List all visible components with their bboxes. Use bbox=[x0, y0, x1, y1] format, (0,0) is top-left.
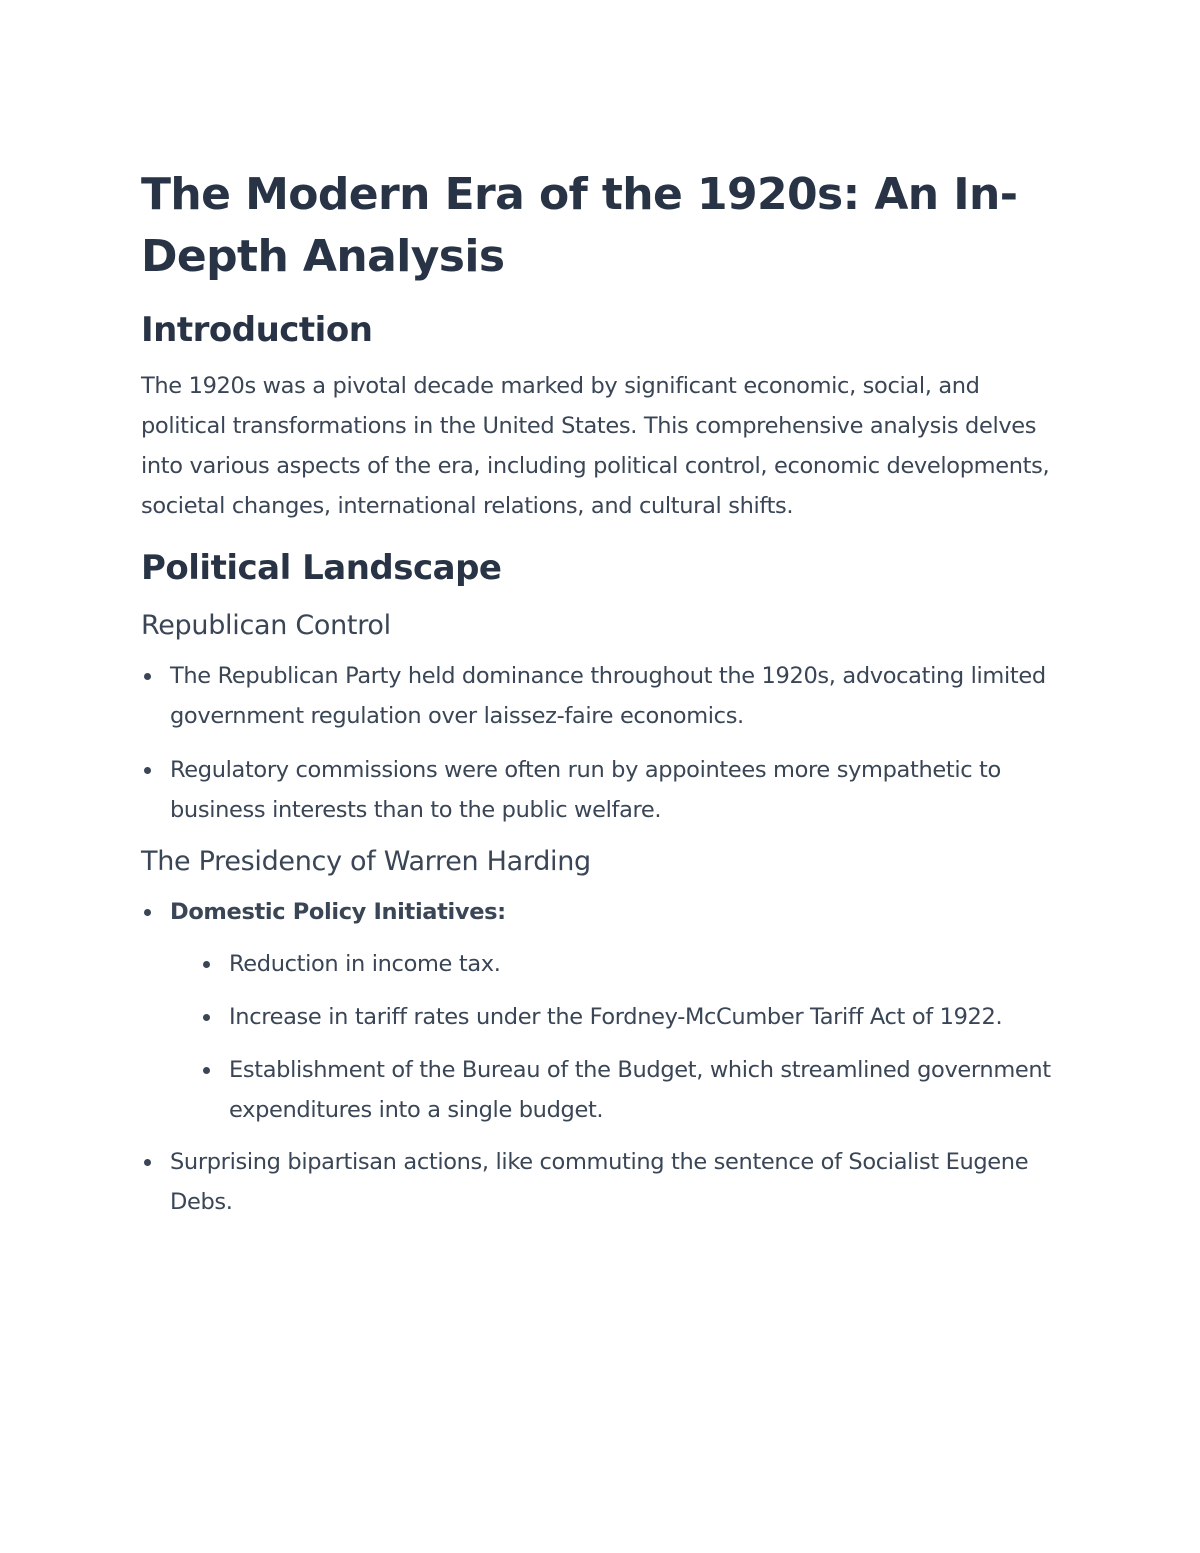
list-item bbox=[141, 892, 1061, 1130]
bullet-icon bbox=[203, 1014, 210, 1021]
list-item bbox=[141, 1142, 1061, 1222]
list-item-text: The Republican Party held dominance throughout the 1920s, advocating limited government regulation over laissez-faire economics. bbox=[170, 663, 1046, 729]
list-item bbox=[141, 750, 1061, 830]
domestic-policy-label: Domestic Policy Initiatives: bbox=[170, 899, 506, 925]
harding-list bbox=[141, 892, 1061, 1222]
list-item bbox=[141, 656, 1061, 736]
document-page bbox=[141, 160, 1061, 1222]
harding-presidency-heading: The Presidency of Warren Harding bbox=[141, 846, 591, 877]
republican-control-heading: Republican Control bbox=[141, 610, 391, 641]
list-item-text: Regulatory commissions were often run by appointees more sympathetic to business interests than to the public welfare. bbox=[170, 757, 1001, 823]
political-landscape-heading: Political Landscape bbox=[141, 548, 502, 588]
bullet-icon bbox=[144, 909, 151, 916]
introduction-paragraph: The 1920s was a pivotal decade marked by significant economic, social, and political transformations in the United States. This comprehensive analysis delves into various aspects of the era, including political control, economic developments, societal changes, international relations, and cultural shifts. bbox=[141, 373, 1050, 519]
document-title: The Modern Era of the 1920s: An In-Depth Analysis bbox=[141, 169, 1018, 282]
list-item-text: Surprising bipartisan actions, like commuting the sentence of Socialist Eugene Debs. bbox=[170, 1149, 1029, 1215]
republican-control-list bbox=[141, 656, 1061, 830]
introduction-heading: Introduction bbox=[141, 310, 373, 350]
list-item-text: Reduction in income tax. bbox=[229, 951, 501, 977]
bullet-icon bbox=[203, 961, 210, 968]
list-item bbox=[200, 997, 1061, 1037]
domestic-policy-sublist bbox=[200, 944, 1061, 1130]
bullet-icon bbox=[144, 767, 151, 774]
list-item-text: Increase in tariff rates under the Fordney-McCumber Tariff Act of 1922. bbox=[229, 1004, 1003, 1030]
list-item-text: Establishment of the Bureau of the Budget, which streamlined government expenditures into a single budget. bbox=[229, 1057, 1051, 1123]
list-item bbox=[200, 944, 1061, 984]
list-item bbox=[200, 1050, 1061, 1130]
bullet-icon bbox=[144, 673, 151, 680]
bullet-icon bbox=[203, 1067, 210, 1074]
bullet-icon bbox=[144, 1159, 151, 1166]
